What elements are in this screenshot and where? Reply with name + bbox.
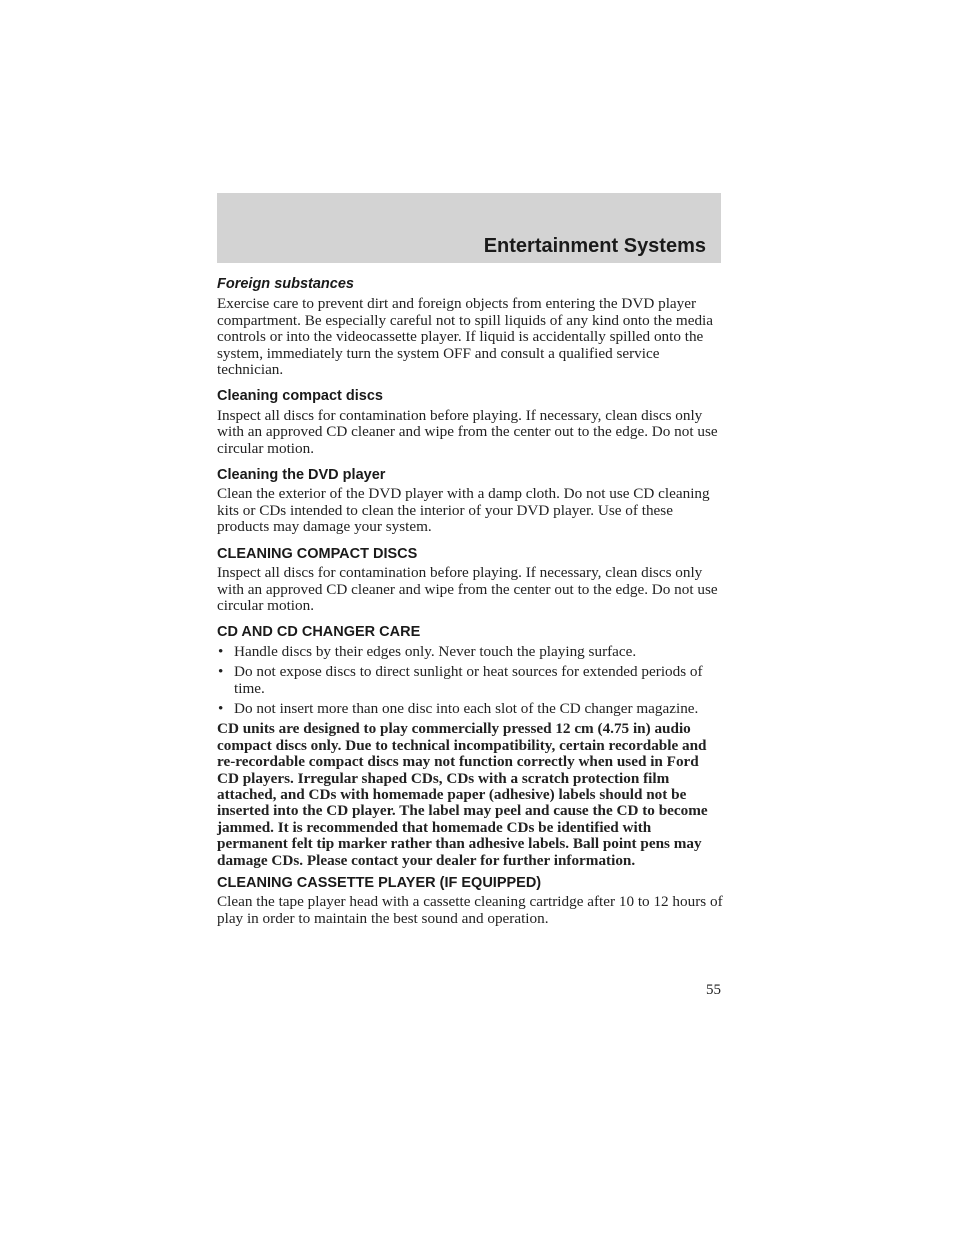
bullet-icon: •	[218, 699, 224, 717]
list-item	[217, 701, 723, 717]
section-title: Entertainment Systems	[483, 235, 706, 257]
bullet-icon: •	[218, 663, 224, 681]
heading-cleaning-compact-discs: Cleaning compact discs	[217, 388, 383, 405]
list-item-text: Do not expose discs to direct sunlight or heat sources for extended periods of time.	[234, 663, 703, 697]
heading-cleaning-compact-discs-caps: CLEANING COMPACT DISCS	[217, 545, 418, 562]
list-item	[217, 664, 723, 697]
paragraph-cleaning-cassette-player: Clean the tape player head with a cassette cleaning cartridge after 10 to 12 hours of play in order to maintain the best sound and operation.	[217, 893, 723, 927]
list-item	[217, 644, 723, 660]
heading-foreign-substances: Foreign substances	[217, 276, 354, 292]
cd-compatibility-warning: CD units are designed to play commercially pressed 12 cm (4.75 in) audio compact discs only. Due to technical incompatibility, certain recordable and re-recordable compact discs may not function correctly when used in Ford CD players. Irregular shaped CDs, CDs with a scratch protection film attached, and CDs with homemade paper (adhesive) labels should not be inserted into the CD player. The label may peel and cause the CD to become jammed. It is recommended that homemade CDs be identified with permanent felt tip marker rather than adhesive labels. Ball point pens may damage CDs. Please contact your dealer for further information.	[217, 720, 708, 869]
paragraph-foreign-substances: Exercise care to prevent dirt and foreign objects from entering the DVD player compartment. Be especially careful not to spill liquids of any kind onto the media controls or into the videocassette player. If liquid is accidentally spilled onto the system, immediately turn the system OFF and consult a qualified service technician.	[217, 295, 714, 379]
page-content	[217, 276, 723, 937]
paragraph-cleaning-compact-discs-caps: Inspect all discs for contamination before playing. If necessary, clean discs only with an approved CD cleaner and wipe from the center out to the edge. Do not use circular motion.	[217, 564, 718, 614]
cd-care-bullet-list	[217, 644, 723, 718]
paragraph-cleaning-compact-discs: Inspect all discs for contamination before playing. If necessary, clean discs only with an approved CD cleaner and wipe from the center out to the edge. Do not use circular motion.	[217, 406, 718, 457]
section-header-band	[217, 193, 721, 263]
paragraph-cleaning-dvd-player: Clean the exterior of the DVD player with a damp cloth. Do not use CD cleaning kits or CDs intended to clean the interior of your DVD player. Use of these products may damage your system.	[217, 485, 710, 536]
list-item-text: Handle discs by their edges only. Never touch the playing surface.	[234, 642, 637, 660]
bullet-icon: •	[218, 642, 224, 660]
list-item-text: Do not insert more than one disc into each slot of the CD changer magazine.	[234, 699, 699, 717]
heading-cleaning-dvd-player: Cleaning the DVD player	[217, 467, 386, 484]
heading-cd-changer-care: CD AND CD CHANGER CARE	[217, 624, 421, 641]
heading-cleaning-cassette-player: CLEANING CASSETTE PLAYER (IF EQUIPPED)	[217, 875, 542, 891]
page-number: 55	[706, 982, 721, 998]
